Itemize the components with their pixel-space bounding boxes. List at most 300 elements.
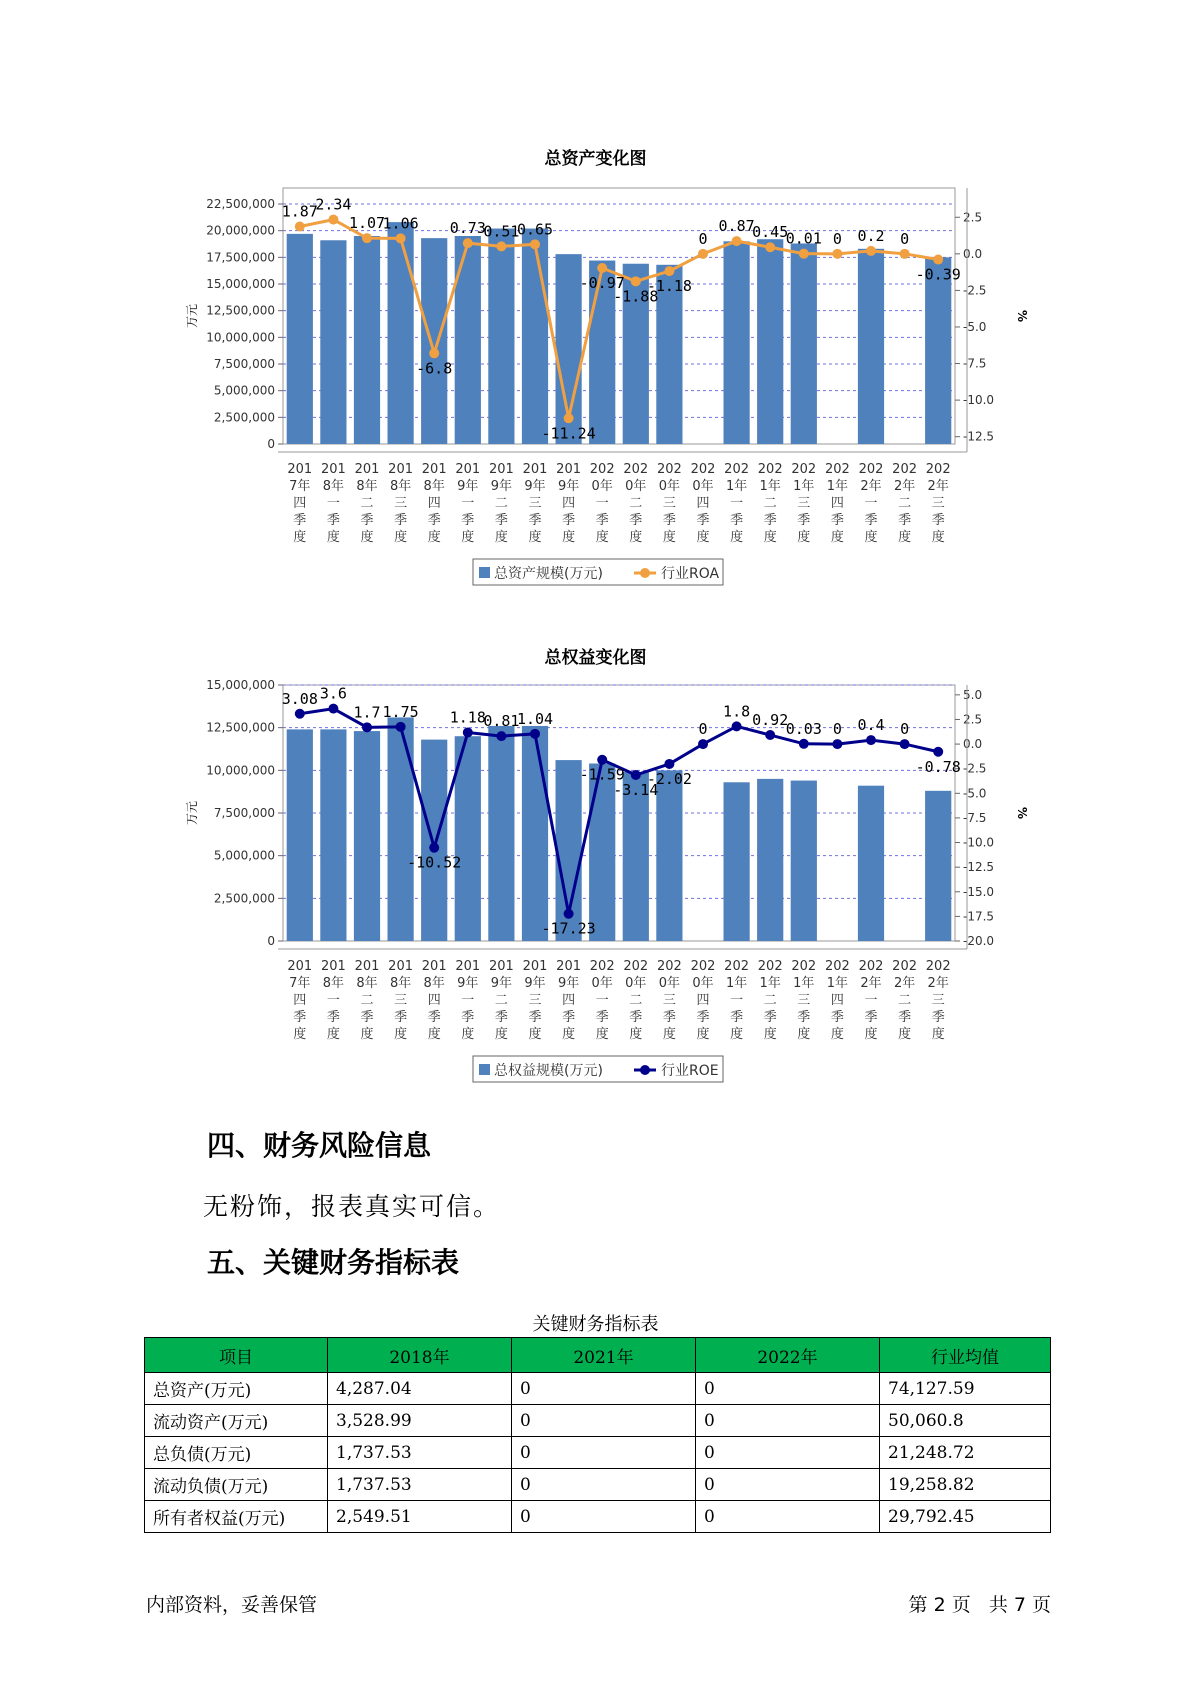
y-tick-label-left: 12,500,000 [206,303,275,318]
x-tick-label: 9年 [524,479,546,494]
x-tick-label: 度 [293,530,307,545]
y-tick-label-left: 15,000,000 [206,277,275,291]
x-tick-label: 度 [427,1027,441,1042]
x-tick-label: 季 [494,1010,508,1025]
data-label: 1.04 [516,709,554,728]
x-tick-label: 季 [864,513,878,528]
data-label: 3.6 [319,684,347,703]
table-cell: 50,060.8 [880,1405,1051,1437]
bar [791,781,817,941]
x-tick-label: 201 [522,959,548,974]
bar [757,239,783,444]
x-tick-label: 8年 [356,479,378,494]
x-tick-label: 二 [763,496,777,511]
y-tick-label-left: 17,500,000 [206,250,275,265]
data-label: 0 [698,720,708,739]
y-tick-label-right: -7.5 [963,810,987,825]
x-tick-label: 季 [293,1010,307,1025]
x-tick-label: 1年 [826,976,849,991]
y-tick-label-left: 0 [267,934,275,948]
line-point [295,709,305,719]
x-tick-label: 8年 [389,976,412,991]
line-point [866,246,876,256]
data-label: -1.59 [579,765,625,784]
line-point [832,249,842,259]
x-tick-label: 季 [931,513,945,528]
line-point [799,739,809,749]
data-label: 0.65 [516,220,554,239]
x-tick-label: 8年 [322,976,345,991]
x-tick-label: 季 [931,1010,945,1025]
line-point [933,255,943,265]
x-tick-label: 季 [461,1010,475,1025]
data-label: 1.18 [449,708,486,727]
x-tick-label: 二 [360,496,374,511]
line-point [463,238,473,248]
table-cell: 0 [696,1437,880,1469]
legend-line-marker [640,1065,650,1075]
x-tick-label: 四 [427,993,441,1008]
y-tick-label-left: 20,000,000 [206,223,275,238]
x-tick-label: 202 [656,462,682,477]
data-label: -1.18 [646,277,692,296]
x-tick-label: 季 [898,1010,912,1025]
x-tick-label: 季 [595,513,609,528]
x-tick-label: 季 [360,1010,374,1025]
x-tick-label: 季 [427,513,441,528]
x-tick-label: 度 [394,530,408,545]
data-label: -11.24 [541,424,596,443]
line-point [732,721,742,731]
data-label: 1.8 [723,702,751,721]
bar [421,238,447,444]
x-tick-label: 三 [797,496,811,511]
x-tick-label: 度 [461,530,475,545]
line-point [530,729,540,739]
table-cell: 21,248.72 [880,1437,1051,1469]
data-label: 3.08 [281,689,318,708]
x-tick-label: 度 [562,530,576,545]
x-tick-label: 度 [931,1027,945,1042]
x-tick-label: 8年 [322,479,345,494]
x-tick-label: 季 [662,1010,676,1025]
x-tick-label: 二 [360,993,374,1008]
line-point [933,747,943,757]
x-tick-label: 度 [898,1027,912,1042]
x-tick-label: 9年 [457,976,479,991]
x-tick-label: 度 [864,530,878,545]
x-tick-label: 一 [730,993,744,1008]
bar [320,240,346,444]
legend-bar-swatch [479,567,490,578]
x-tick-label: 季 [898,513,912,528]
x-tick-label: 度 [595,530,609,545]
x-tick-label: 三 [662,496,676,511]
footer-page-number: 第 2 页 共 7 页 [908,1594,1051,1616]
bar [723,241,749,444]
line-point [564,909,574,919]
x-tick-label: 202 [690,462,716,477]
x-tick-label: 三 [797,993,811,1008]
table-cell: 0 [512,1437,696,1469]
x-tick-label: 四 [562,496,576,511]
y-tick-label-right: -2.5 [963,761,987,776]
bar [656,770,682,941]
x-tick-label: 度 [797,530,811,545]
x-tick-label: 201 [354,462,380,477]
x-tick-label: 202 [589,462,615,477]
x-tick-label: 二 [629,993,643,1008]
x-tick-label: 一 [326,496,340,511]
x-tick-label: 一 [326,993,340,1008]
x-tick-label: 二 [763,993,777,1008]
x-tick-label: 201 [421,462,447,477]
x-tick-label: 0年 [692,479,714,494]
y-tick-label-right: 5.0 [963,687,983,702]
x-tick-label: 度 [629,1027,643,1042]
y-tick-label-left: 0 [267,437,275,451]
data-label: 0.03 [785,719,822,738]
data-label: 0 [698,229,708,248]
line-point [564,413,574,423]
table-cell: 19,258.82 [880,1469,1051,1501]
x-tick-label: 二 [629,496,643,511]
bar [522,229,548,444]
x-tick-label: 度 [360,530,374,545]
total-equity-chart [0,678,1191,1098]
line-point [328,704,338,714]
x-tick-label: 0年 [591,479,613,494]
data-label: -6.8 [416,359,453,378]
section4-heading: 四、财务风险信息 [207,1129,432,1162]
x-tick-label: 9年 [524,976,546,991]
y-tick-label-left: 7,500,000 [213,357,275,371]
legend-bar-label: 总资产规模(万元) [494,566,603,582]
x-tick-label: 7年 [289,976,311,991]
line-point [429,843,439,853]
table-cell: 总负债(万元) [145,1437,328,1469]
x-tick-label: 度 [528,1027,542,1042]
y-tick-label-right: -5.0 [963,786,987,801]
x-tick-label: 度 [696,1027,710,1042]
bar [488,726,514,941]
x-tick-label: 202 [892,462,918,477]
x-tick-label: 202 [925,462,951,477]
x-tick-label: 四 [293,993,307,1008]
x-tick-label: 201 [522,462,548,477]
data-label: -17.23 [541,919,596,938]
y-tick-label-left: 12,500,000 [206,720,275,735]
x-tick-label: 201 [421,959,447,974]
table-cell: 0 [696,1469,880,1501]
line-point [396,722,406,732]
line-point [463,727,473,737]
data-label: 1.87 [281,202,318,221]
table-cell: 总资产(万元) [145,1373,328,1405]
y-tick-label-right: -12.5 [963,860,995,875]
bar [925,791,951,941]
line-point [295,221,305,231]
table-cell: 0 [696,1501,880,1533]
x-tick-label: 8年 [423,479,445,494]
x-tick-label: 2年 [893,479,916,494]
y-tick-label-right: -10.0 [963,393,995,408]
line-point [597,263,607,273]
line-point [832,739,842,749]
x-tick-label: 202 [791,959,817,974]
line-point [496,731,506,741]
x-tick-label: 季 [394,513,408,528]
x-tick-label: 季 [830,513,844,528]
y-tick-label-left: 5,000,000 [213,383,275,398]
data-label: 0.73 [449,219,486,238]
x-tick-label: 1年 [759,976,781,991]
y-tick-label-left: 22,500,000 [206,197,275,211]
x-tick-label: 度 [830,1027,844,1042]
x-tick-label: 三 [931,993,945,1008]
bar [320,729,346,941]
y-tick-label-right: -17.5 [963,909,995,924]
x-tick-label: 201 [455,959,481,974]
x-tick-label: 季 [830,1010,844,1025]
table-cell: 0 [696,1373,880,1405]
footer-confidential: 内部资料，妥善保管 [146,1594,318,1616]
line-point [765,242,775,252]
x-tick-label: 三 [394,496,408,511]
x-tick-label: 三 [528,993,542,1008]
x-tick-label: 度 [394,1027,408,1042]
x-tick-label: 0年 [658,976,681,991]
y-axis-label-left: 万元 [185,800,199,826]
x-tick-label: 度 [662,530,676,545]
table-row [145,1405,1051,1437]
y-tick-label-right: 0.0 [963,246,983,261]
x-tick-label: 202 [724,462,750,477]
x-tick-label: 季 [696,1010,710,1025]
data-label: 0.45 [752,223,789,242]
x-tick-label: 度 [360,1027,374,1042]
x-tick-label: 二 [898,993,912,1008]
line-point [900,249,910,259]
x-tick-label: 度 [528,530,542,545]
x-tick-label: 度 [494,1027,508,1042]
bar [287,729,313,941]
x-tick-label: 季 [730,513,744,528]
x-tick-label: 9年 [557,479,580,494]
line-point [799,249,809,259]
x-tick-label: 度 [326,530,340,545]
data-label: 1.07 [348,214,386,233]
x-tick-label: 季 [360,513,374,528]
kpi-table [144,1337,1051,1533]
x-tick-label: 202 [824,959,850,974]
x-tick-label: 度 [696,530,710,545]
x-tick-label: 0年 [591,976,613,991]
x-tick-label: 季 [797,513,811,528]
x-tick-label: 201 [287,462,313,477]
x-tick-label: 202 [623,462,649,477]
x-tick-label: 1年 [725,976,748,991]
y-tick-label-left: 2,500,000 [213,410,275,425]
line-point [530,239,540,249]
y-axis-label-left: 万元 [185,303,199,329]
section4-text: 无粉饰，报表真实可信。 [203,1192,501,1221]
x-tick-label: 1年 [793,479,815,494]
data-label: 1.06 [382,214,419,233]
x-tick-label: 0年 [625,479,647,494]
x-tick-label: 度 [293,1027,307,1042]
x-tick-label: 201 [388,462,414,477]
x-tick-label: 度 [730,530,744,545]
line-point [496,241,506,251]
col-header: 2021年 [512,1338,696,1373]
bar [925,257,951,444]
x-tick-label: 二 [898,496,912,511]
x-tick-label: 2年 [927,479,949,494]
x-tick-label: 二 [494,496,508,511]
x-tick-label: 四 [830,993,844,1008]
y-tick-label-right: -5.0 [963,319,987,334]
table-row [145,1501,1051,1533]
x-tick-label: 1年 [725,479,748,494]
data-label: 0.4 [857,716,885,735]
data-label: 0 [900,229,910,248]
x-tick-label: 四 [427,496,441,511]
x-tick-label: 7年 [289,479,311,494]
x-tick-label: 季 [461,513,475,528]
col-header: 2018年 [328,1338,512,1373]
y-tick-label-right: -7.5 [963,356,987,371]
x-tick-label: 度 [326,1027,340,1042]
y-tick-label-left: 5,000,000 [213,848,275,863]
col-header: 2022年 [696,1338,880,1373]
data-label: 0 [832,720,842,739]
x-tick-label: 201 [320,959,346,974]
table-cell: 1,737.53 [328,1437,512,1469]
x-tick-label: 202 [623,959,649,974]
x-tick-label: 202 [892,959,918,974]
x-tick-label: 201 [388,959,414,974]
data-label: 0.51 [483,222,520,241]
chart-title-equity: 总权益变化图 [544,648,647,668]
x-tick-label: 四 [293,496,307,511]
x-tick-label: 季 [662,513,676,528]
col-header: 行业均值 [880,1338,1051,1373]
x-tick-label: 201 [488,959,514,974]
x-tick-label: 季 [326,1010,340,1025]
line-point [900,739,910,749]
x-tick-label: 度 [763,530,777,545]
x-tick-label: 三 [662,993,676,1008]
x-tick-label: 度 [662,1027,676,1042]
x-tick-label: 2年 [927,976,949,991]
x-tick-label: 0年 [692,976,714,991]
x-tick-label: 季 [326,513,340,528]
x-tick-label: 201 [556,462,582,477]
x-tick-label: 度 [461,1027,475,1042]
x-tick-label: 度 [830,530,844,545]
bar [858,249,884,444]
x-tick-label: 202 [690,959,716,974]
bar [387,717,413,941]
x-tick-label: 一 [730,496,744,511]
y-tick-label-right: -12.5 [963,429,995,444]
data-label: 0 [900,720,910,739]
legend-bar-label: 总权益规模(万元) [494,1063,603,1079]
bar [387,222,413,444]
x-tick-label: 季 [797,1010,811,1025]
x-tick-label: 季 [293,513,307,528]
y-tick-label-right: 0.0 [963,737,983,752]
data-label: 0.2 [857,226,885,245]
table-row [145,1437,1051,1469]
y-tick-label-left: 7,500,000 [213,806,275,820]
x-tick-label: 0年 [658,479,681,494]
total-assets-chart [0,180,1191,600]
x-tick-label: 201 [354,959,380,974]
x-tick-label: 2年 [860,976,882,991]
y-tick-label-right: -15.0 [963,884,995,899]
x-tick-label: 1年 [793,976,815,991]
x-tick-label: 201 [488,462,514,477]
line-point [328,215,338,225]
x-tick-label: 2年 [893,976,916,991]
line-point [631,276,641,286]
table-cell: 1,737.53 [328,1469,512,1501]
table-title: 关键财务指标表 [532,1314,659,1335]
x-tick-label: 季 [763,513,777,528]
x-tick-label: 0年 [625,976,647,991]
x-tick-label: 8年 [423,976,445,991]
table-cell: 74,127.59 [880,1373,1051,1405]
x-tick-label: 季 [528,1010,542,1025]
table-cell: 2,549.51 [328,1501,512,1533]
x-tick-label: 季 [595,1010,609,1025]
x-tick-label: 201 [556,959,582,974]
x-tick-label: 度 [898,530,912,545]
bar [522,726,548,941]
x-tick-label: 度 [797,1027,811,1042]
data-label: 0.87 [718,217,755,236]
bar [354,236,380,444]
chart-title-assets: 总资产变化图 [544,149,647,169]
x-tick-label: 一 [864,496,878,511]
bar [488,229,514,444]
line-point [362,233,372,243]
x-tick-label: 9年 [557,976,580,991]
x-tick-label: 度 [864,1027,878,1042]
y-axis-label-right: % [1015,806,1029,820]
x-tick-label: 三 [528,496,542,511]
col-header: 项目 [145,1338,328,1373]
x-tick-label: 1年 [759,479,781,494]
y-tick-label-right: 2.5 [963,210,983,225]
x-tick-label: 8年 [389,479,412,494]
x-tick-label: 8年 [356,976,378,991]
line-point [631,770,641,780]
bar [791,243,817,444]
x-tick-label: 201 [287,959,313,974]
table-cell: 所有者权益(万元) [145,1501,328,1533]
bar [757,779,783,941]
table-cell: 流动负债(万元) [145,1469,328,1501]
data-label: -0.97 [579,274,625,293]
y-tick-label-left: 15,000,000 [206,678,275,692]
line-point [866,735,876,745]
data-label: -1.88 [613,287,659,306]
legend-line-label: 行业ROA [661,566,720,582]
y-tick-label-left: 10,000,000 [206,330,275,345]
